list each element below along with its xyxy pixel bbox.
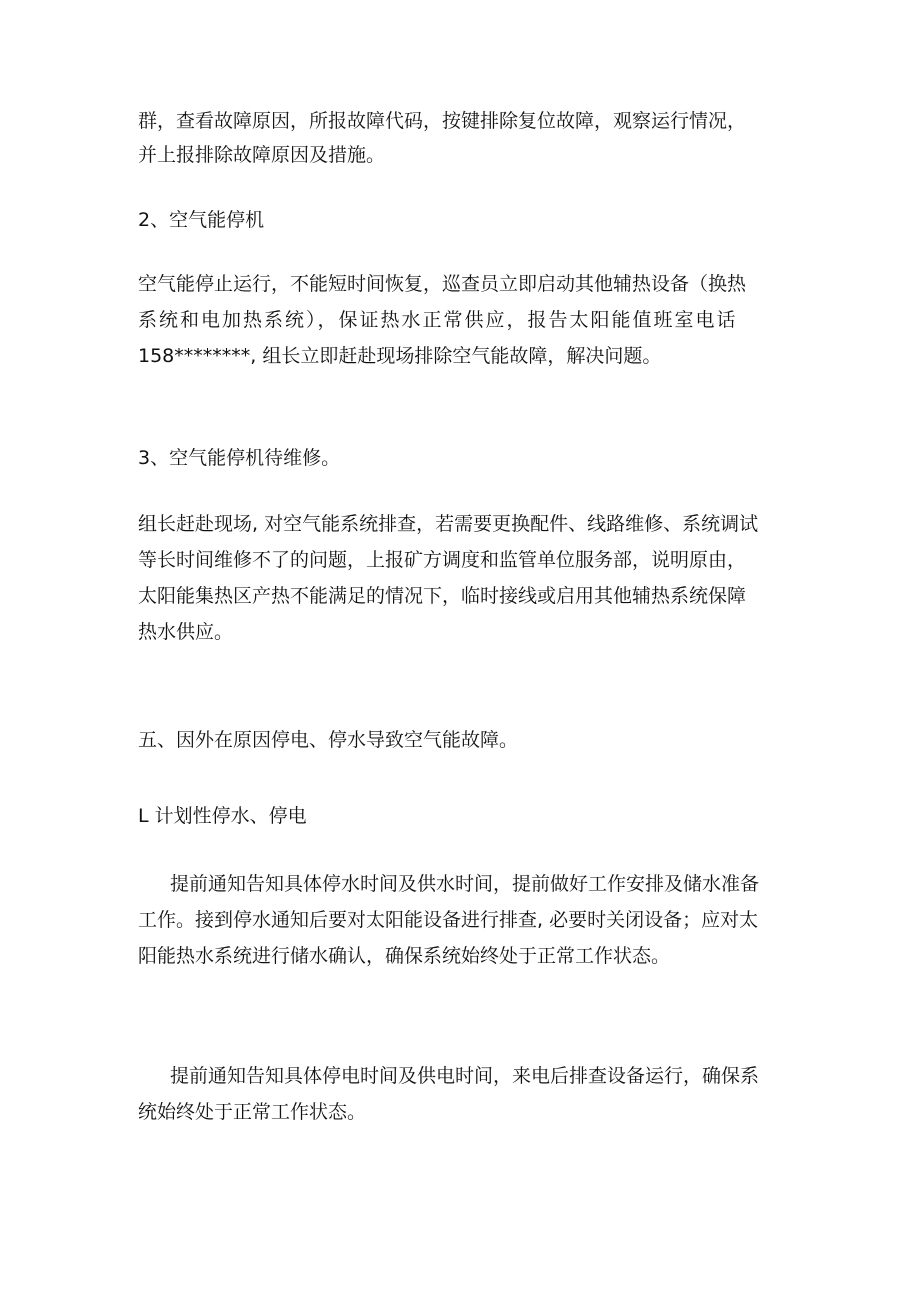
paragraph-line: 工作。接到停水通知后要对太阳能设备进行排查, 必要时关闭设备；应对太 <box>138 909 759 931</box>
paragraph-shutdown-response <box>138 266 798 374</box>
heading-text: 2、空气能停机 <box>138 209 265 231</box>
subheading-planned-outage <box>138 798 798 834</box>
paragraph-power-outage <box>138 1058 798 1130</box>
paragraph-line: 提前通知告知具体停水时间及供水时间，提前做好工作安排及储水准备 <box>170 873 760 895</box>
paragraph-line: 阳能热水系统进行储水确认，确保系统始终处于正常工作状态。 <box>138 945 671 967</box>
heading-air-energy-shutdown <box>138 202 798 238</box>
paragraph-line: 并上报排除故障原因及措施。 <box>138 144 386 166</box>
subheading-text: L 计划性停水、停电 <box>138 805 307 827</box>
heading-text: 3、空气能停机待维修。 <box>138 447 341 469</box>
heading-text: 五、因外在原因停电、停水导致空气能故障。 <box>138 729 519 751</box>
paragraph-line: 系统和电加热系统），保证热水正常供应，报告太阳能值班室电话 <box>138 309 738 331</box>
heading-external-causes <box>138 722 798 758</box>
paragraph-fault-handling <box>138 104 798 172</box>
paragraph-water-outage <box>138 866 798 974</box>
paragraph-line: 太阳能集热区产热不能满足的情况下，临时接线或启用其他辅热系统保障 <box>138 585 747 607</box>
paragraph-line: 群，查看故障原因，所报故障代码，按键排除复位故障，观察运行情况， <box>138 110 747 132</box>
paragraph-line: 组长赶赴现场, 对空气能系统排查，若需要更换配件、线路维修、系统调试 <box>138 513 759 535</box>
paragraph-line: 等长时间维修不了的问题，上报矿方调度和监管单位服务部，说明原由， <box>138 549 747 571</box>
paragraph-line: 统始终处于正常工作状态。 <box>138 1101 367 1123</box>
paragraph-repair-procedure <box>138 506 798 650</box>
heading-awaiting-repair <box>138 440 798 476</box>
paragraph-line: 热水供应。 <box>138 621 234 643</box>
paragraph-line: 提前通知告知具体停电时间及供电时间，来电后排查设备运行，确保系 <box>170 1065 760 1087</box>
paragraph-line: 空气能停止运行，不能短时间恢复，巡查员立即启动其他辅热设备（换热 <box>138 273 747 295</box>
paragraph-line: 158********, 组长立即赶赴现场排除空气能故障，解决问题。 <box>138 345 662 367</box>
